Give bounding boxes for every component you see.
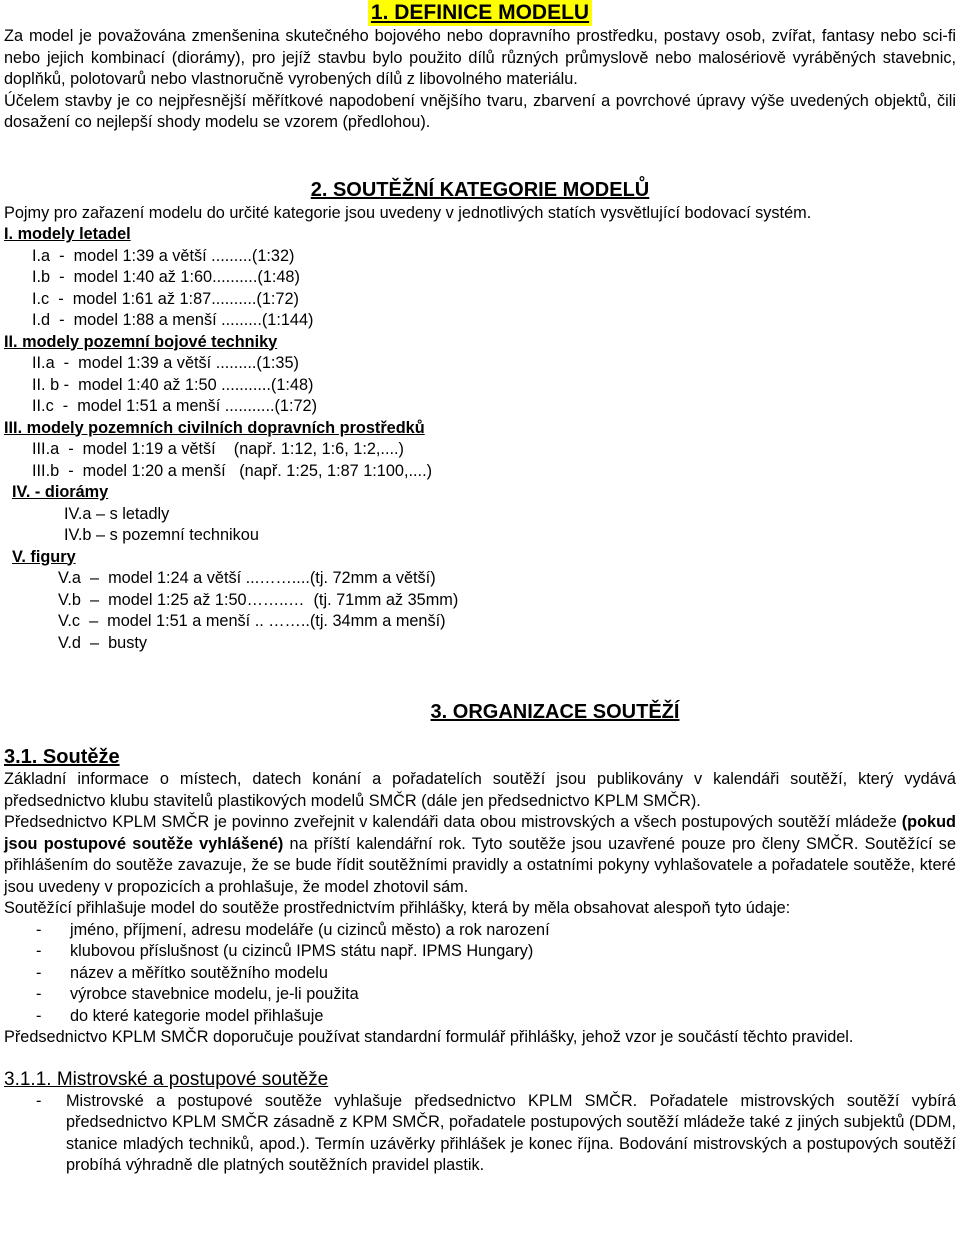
subsection-3-1-title: 3.1. Soutěže <box>4 746 120 768</box>
category-item: I.c - model 1:61 až 1:87..........(1:72) <box>32 289 299 308</box>
category-4-heading: IV. - diorámy <box>12 483 109 501</box>
category-item: V.a – model 1:24 a větší ...……....(tj. 72mm a větší) <box>58 569 436 587</box>
category-item: V.c – model 1:51 a menší .. ……..(tj. 34mm a menší) <box>58 612 446 630</box>
category-item: II.a - model 1:39 a větší .........(1:35) <box>32 354 299 372</box>
category-3-heading: III. modely pozemních civilních dopravních prostředků <box>4 418 425 437</box>
list-item: - jméno, příjmení, adresu modeláře (u cizinců město) a rok narození <box>4 920 956 942</box>
section-3-paragraph-2 <box>4 812 956 898</box>
championship-rules-list <box>4 1091 956 1177</box>
section-2-title: 2. SOUTĚŽNÍ KATEGORIE MODELŮ <box>310 178 650 201</box>
list-item: - klubovou příslušnost (u cizinců IPMS státu např. IPMS Hungary) <box>4 941 956 963</box>
list-item: - název a měřítko soutěžního modelu <box>4 963 956 985</box>
category-item: I.b - model 1:40 až 1:60..........(1:48) <box>32 268 300 286</box>
subsection-3-1-1-title: 3.1.1. Mistrovské a postupové soutěže <box>4 1068 329 1090</box>
category-item: IV.a – s letadly <box>64 504 170 523</box>
category-5-list <box>4 568 956 654</box>
category-1-heading: I. modely letadel <box>4 225 131 243</box>
spacer <box>4 1049 956 1069</box>
section-3-title: 3. ORGANIZACE SOUTĚŽÍ <box>430 701 680 723</box>
list-item: - do které kategorie model přihlašuje <box>4 1006 956 1028</box>
category-item: III.b - model 1:20 a menší (např. 1:25, 1:87 1:100,....) <box>32 461 433 480</box>
category-item: I.d - model 1:88 a menší .........(1:144) <box>32 311 314 329</box>
category-2-heading: II. modely pozemní bojové techniky <box>4 332 278 351</box>
category-item: III.a - model 1:19 a větší (např. 1:12, 1:6, 1:2,....) <box>32 440 404 458</box>
section-3-paragraph-4: Předsednictvo KPLM SMČR doporučuje používat standardní formulář přihlášky, jehož vzor je součástí těchto pravidel. <box>4 1028 854 1046</box>
spacer <box>4 725 956 745</box>
paragraph-2-text-c: na příští kalendářní rok. Tyto soutěže jsou uzavřené pouze pro členy SMČR. Soutěžící se přihlášením do soutěže zavazuje, že se bude řídit soutěžními pravidly a ostatními pokyny vyhlašovatele a pořadatele soutěže, které jsou uvedeny v propozicích a prohlašuje, že model zhotovil sám. <box>4 834 956 896</box>
category-item: I.a - model 1:39 a větší .........(1:32) <box>32 246 295 265</box>
section-3-paragraph-1: Základní informace o místech, datech konání a pořadatelích soutěží jsou publikovány v kalendáři soutěží, který vydává předsednictvo klubu stavitelů plastikových modelů SMČR (dále jen předsednictvo KPLM SMČR). <box>4 770 956 810</box>
paragraph-2-text-a: Předsednictvo KPLM SMČR je povinno zveřejnit v kalendáři data obou mistrovských a všech postupových soutěží mládeže <box>4 813 902 831</box>
section-1-heading-wrap <box>4 0 956 26</box>
category-3-list <box>4 439 956 482</box>
spacer <box>4 134 956 177</box>
category-1-list <box>4 246 956 332</box>
section-1-paragraph-2: Účelem stavby je co nejpřesnější měřítkové napodobení vnějšího tvaru, zbarvení a povrchové úpravy výše uvedených objektů, čili dosažení co nejlepší shody modelu se vzorem (předlohou). <box>4 91 956 131</box>
list-item: - Mistrovské a postupové soutěže vyhlašuje předsednictvo KPLM SMČR. Pořadatele mistrovských soutěží vybírá předsednictvo KPLM SMČR zásadně z KPM SMČR, pořadatele postupových soutěží mládeže také z jiných subjektů (DDM, stanice mladých techniků, apod.). Termín uzávěrky přihlášek je konec října. Bodování mistrovských a postupových soutěží probíhá výhradně dle platných soutěžních pravidel plastik. <box>4 1091 956 1177</box>
category-item: IV.b – s pozemní technikou <box>64 526 259 544</box>
spacer <box>4 654 956 699</box>
category-item: V.b – model 1:25 až 1:50……..… (tj. 71mm až 35mm) <box>58 590 459 609</box>
section-1-title: 1. DEFINICE MODELU <box>368 0 592 26</box>
category-2-list <box>4 353 956 418</box>
category-4-list <box>4 504 956 547</box>
application-fields-list <box>4 920 956 1028</box>
document-page <box>4 0 956 1177</box>
category-item: V.d – busty <box>58 633 148 652</box>
section-1-paragraph-1: Za model je považována zmenšenina skutečného bojového nebo dopravního prostředku, postavy osob, zvířat, fantasy nebo sci-fi nebo jejich kombinací (diorámy), pro jejíž stavbu bylo použito dílů různých průmyslově nebo malosériově vyráběných stavebnic, doplňků, polotovarů nebo vlastnoručně vyrobených dílů z libovolného materiálu. <box>4 27 956 88</box>
category-5-heading: V. figury <box>12 547 76 566</box>
category-item: II.c - model 1:51 a menší ...........(1:72) <box>32 397 318 415</box>
paragraph-2-bold: (pokud jsou postupové soutěže vyhlášené) <box>4 813 956 853</box>
category-item: II. b - model 1:40 až 1:50 ...........(1:48) <box>32 375 314 394</box>
section-3-paragraph-3: Soutěžící přihlašuje model do soutěže prostřednictvím přihlášky, která by měla obsahovat alespoň tyto údaje: <box>4 899 791 917</box>
list-item: - výrobce stavebnice modelu, je-li použita <box>4 984 956 1006</box>
section-2-intro: Pojmy pro zařazení modelu do určité kategorie jsou uvedeny v jednotlivých statích vysvětlující bodovací systém. <box>4 203 812 222</box>
